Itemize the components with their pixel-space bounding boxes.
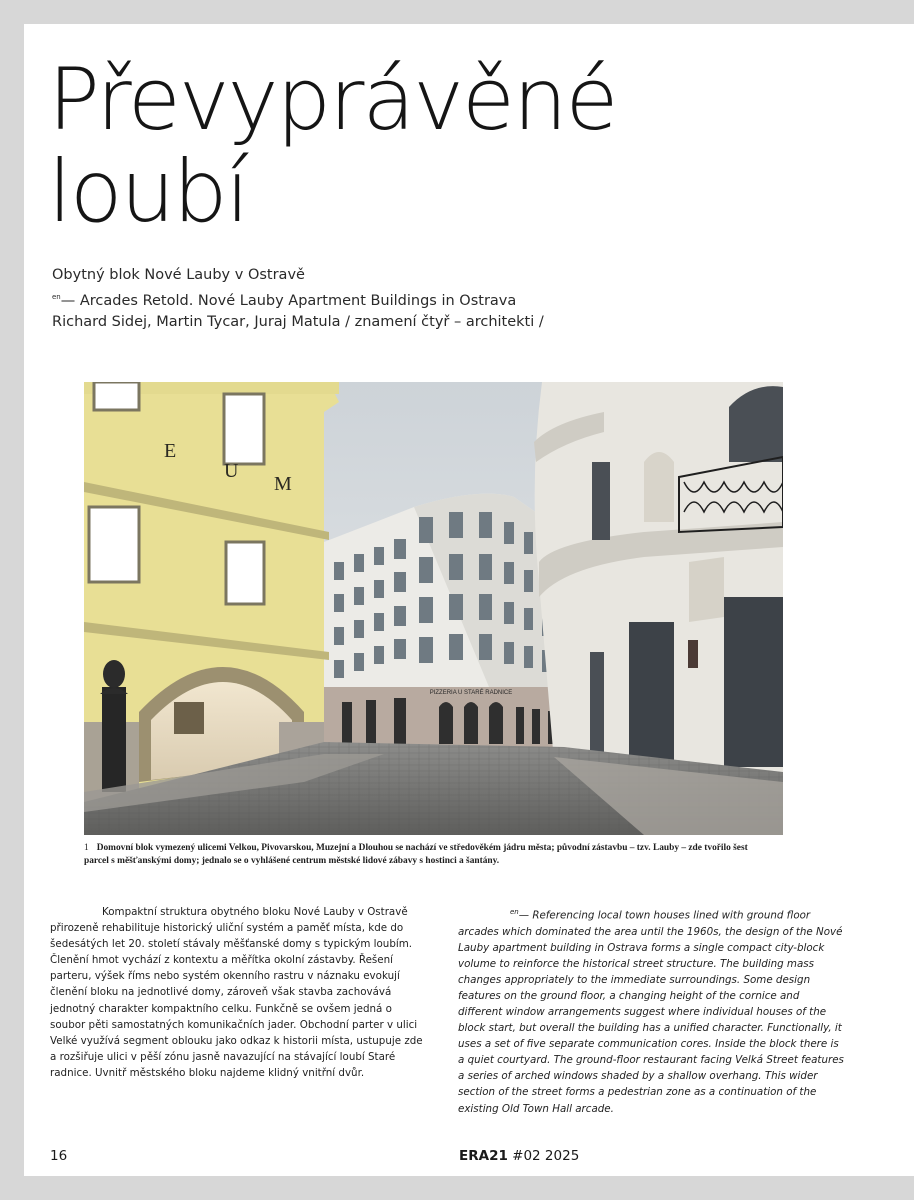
subtitle-english-text: — Arcades Retold. Nové Lauby Apartment Buildings in Ostrava — [60, 292, 517, 309]
bust-sculpture — [100, 660, 128, 792]
facade-letter-e: E — [164, 440, 177, 462]
subtitle-english — [52, 287, 544, 312]
new-apartment-building — [324, 494, 564, 747]
building-photo — [84, 382, 783, 835]
facade-letter-u: U — [224, 460, 239, 482]
magazine-issue — [459, 1148, 579, 1164]
body-english-text: — Referencing local town houses lined with ground floor arcades which dominated the area until the 1960s, the design of the Nové Lauby apartment building in Ostrava forms a single compact city-block volume to reinforce the historical street structure. The building mass changes appropriately to the immediate surroundings. Some design features on the ground floor, a changing height of the cornice and different window arrangements suggest where individual houses of the block start, but overall the building has a unified character. Functionally, it uses a set of five separate communication cores. Inside the block there is a quiet courtyard. The ground-floor restaurant facing Velká Street features a series of arched windows shaded by a shallow overhang. This wider section of the street forms a pedestrian zone as a continuation of the existing Old Town Hall arcade. — [458, 909, 844, 1115]
facade-letter-m: M — [274, 473, 292, 495]
body-text-czech — [50, 904, 430, 1081]
magazine-page — [24, 24, 914, 1176]
page-number: 16 — [50, 1148, 68, 1164]
photo-caption — [84, 842, 774, 867]
body-paragraph-english — [458, 904, 844, 1117]
subtitle-block — [52, 265, 544, 333]
article-title — [48, 50, 617, 242]
title-line-2: loubí — [48, 142, 248, 242]
caption-text: Domovní blok vymezený ulicemi Velkou, Pivovarskou, Muzejní a Dlouhou se nachází ve středověkém jádru města; původní zástavbu – tzv. Lauby – zde tvořilo šest parcel s měšťanskými domy; jednalo se o vyhlášené centrum městské lidové zábavy s hostinci a šantány. — [84, 843, 748, 866]
caption-number: 1 — [84, 843, 89, 853]
title-line-1: Převyprávěné — [48, 50, 617, 150]
magazine-name: ERA21 — [459, 1148, 508, 1164]
issue-number: #02 2025 — [507, 1148, 580, 1164]
museum-building — [84, 382, 339, 802]
article-authors: Richard Sidej, Martin Tycar, Juraj Matula / znamení čtyř – architekti / — [52, 313, 544, 330]
body-en-marker: en — [510, 908, 519, 916]
en-marker: en — [52, 292, 61, 301]
body-text-english — [458, 904, 844, 1117]
shop-sign: PIZZERIA U STARÉ RADNICE — [429, 690, 513, 696]
body-paragraph-czech: Kompaktní struktura obytného bloku Nové Lauby v Ostravě přirozeně rehabilituje historický uliční systém a paměť místa, kde do šedesátých let 20. století stávaly měšťanské domy s typickým loubím. Členění hmot vychází z kontextu a měřítka okolní zástavby. Řešení parteru, výšek říms nebo systém okenního rastru v náznaku evokují členění bloku na jednotlivé domy, zároveň však stavba zachovává jednotný charakter kompaktního celku. Funkčně se ovšem jedná o soubor pěti samostatných komunikačních jader. Obchodní parter v ulici Velké využívá segment oblouku jako odkaz k historii místa, ustupuje zde a rozšiřuje ulici v pěší zónu jasně navazující na stávající loubí Staré radnice. Uvnitř městského bloku najdeme klidný vnitřní dvůr. — [50, 906, 423, 1079]
subtitle-czech: Obytný blok Nové Lauby v Ostravě — [52, 267, 305, 283]
